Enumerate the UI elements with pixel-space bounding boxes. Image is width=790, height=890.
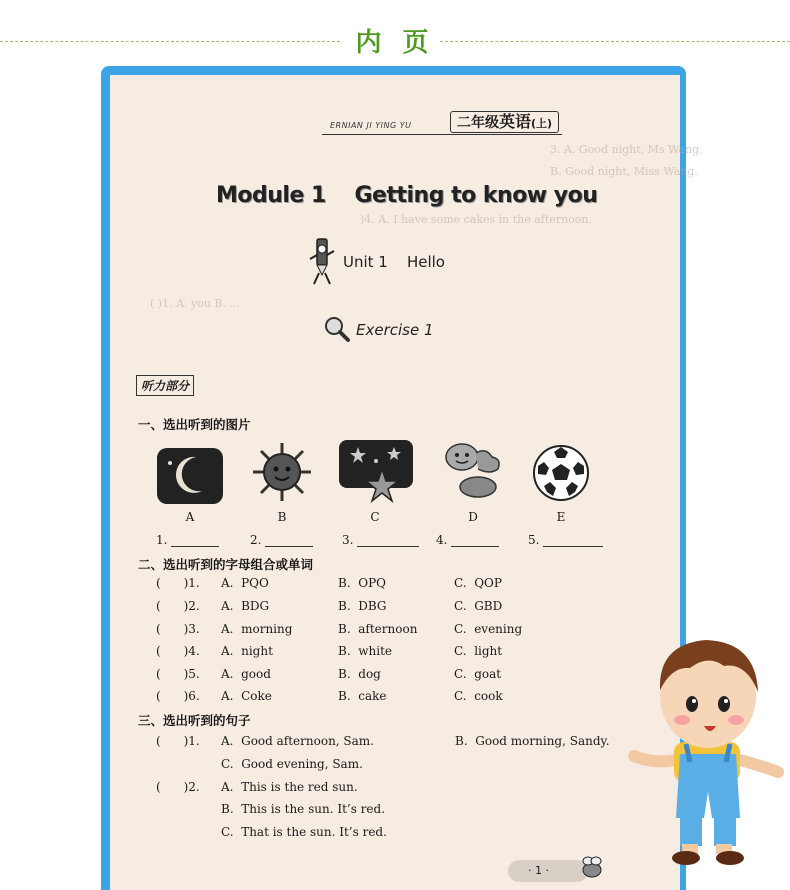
section2-heading: 二、选出听到的字母组合或单词 [138, 557, 314, 572]
option-c[interactable]: C. QOP [454, 576, 502, 590]
magnifier-icon [324, 316, 350, 346]
unit-title [343, 253, 445, 271]
option-b[interactable]: B. DBG [338, 599, 387, 613]
cartoon-boy-icon [628, 632, 784, 876]
bleed-text: 3. A. Good night, Ms Wang. [550, 143, 703, 156]
option-a[interactable]: A. PQO [221, 576, 269, 590]
option-a[interactable]: A. This is the red sun. [221, 780, 358, 794]
option-c[interactable]: C. Good evening, Sam. [221, 757, 363, 771]
pencil-mascot-icon [308, 237, 336, 291]
cloud-icon [440, 439, 504, 507]
option-b[interactable]: B. This is the sun. It’s red. [221, 802, 386, 816]
exercise-title: Exercise 1 [356, 321, 434, 339]
bleed-text: )4. A. I have some cakes in the afternoon. [360, 213, 593, 226]
option-c[interactable]: C. light [454, 644, 503, 658]
option-a[interactable]: A. good [221, 667, 271, 681]
option-b[interactable]: B. afternoon [338, 622, 418, 636]
running-head-subject: 英语 [499, 112, 532, 131]
bleed-text: B. Good night, Miss Wang. [550, 165, 698, 178]
running-head-badge [450, 111, 559, 133]
question-number[interactable]: ( )1. [156, 576, 200, 590]
unit-name: Hello [406, 253, 445, 271]
question-number[interactable]: ( )2. [156, 599, 200, 613]
question-number[interactable]: ( )4. [156, 644, 200, 658]
question-number[interactable]: ( )5. [156, 667, 200, 681]
header-title: 内 页 [355, 28, 435, 58]
bleed-text: ( )1. A. you B. ... [150, 297, 240, 310]
option-a[interactable]: A. Good afternoon, Sam. [221, 734, 374, 748]
question-number[interactable]: ( )3. [156, 622, 200, 636]
option-a[interactable]: A. night [221, 644, 273, 658]
stars-icon [338, 439, 414, 509]
running-head-volume: (上) [531, 117, 553, 130]
running-head-pinyin: ERNIAN JI YING YU [330, 121, 412, 130]
answer-blank[interactable]: 4. [436, 533, 499, 547]
option-a[interactable]: A. morning [221, 622, 293, 636]
option-c[interactable]: C. GBD [454, 599, 503, 613]
question-number[interactable]: ( )6. [156, 689, 200, 703]
module-title: Module 1 Getting to know you [216, 183, 598, 208]
running-head-rule [322, 134, 562, 135]
option-c[interactable]: C. evening [454, 622, 523, 636]
picture-label-c: C [370, 510, 380, 524]
option-a[interactable]: A. BDG [221, 599, 270, 613]
bee-icon [578, 853, 606, 885]
page-number: · 1 · [528, 864, 549, 877]
answer-blank[interactable]: 2. [250, 533, 313, 547]
option-b[interactable]: B. dog [338, 667, 381, 681]
football-icon [532, 444, 590, 506]
option-a[interactable]: A. Coke [221, 689, 272, 703]
sun-icon [251, 441, 313, 507]
answer-blank[interactable]: 1. [156, 533, 219, 547]
listening-section-label: 听力部分 [136, 375, 194, 396]
answer-blank[interactable]: 3. [342, 533, 419, 547]
unit-label: Unit 1 [343, 253, 388, 271]
picture-label-e: E [556, 510, 566, 524]
section3-heading: 三、选出听到的句子 [138, 713, 251, 728]
picture-label-a: A [185, 510, 195, 524]
option-b[interactable]: B. cake [338, 689, 387, 703]
option-b[interactable]: B. Good morning, Sandy. [455, 734, 610, 748]
question-number[interactable]: ( )2. [156, 780, 200, 794]
answer-blank[interactable]: 5. [528, 533, 603, 547]
option-b[interactable]: B. white [338, 644, 393, 658]
picture-label-b: B [277, 510, 287, 524]
running-head-grade: 二年级 [457, 115, 499, 131]
option-b[interactable]: B. OPQ [338, 576, 387, 590]
moon-icon [156, 447, 224, 509]
book-page [110, 75, 703, 890]
option-c[interactable]: C. That is the sun. It’s red. [221, 825, 387, 839]
option-c[interactable]: C. goat [454, 667, 502, 681]
picture-label-d: D [468, 510, 478, 524]
option-c[interactable]: C. cook [454, 689, 503, 703]
question-number[interactable]: ( )1. [156, 734, 200, 748]
section1-heading: 一、选出听到的图片 [138, 417, 251, 432]
